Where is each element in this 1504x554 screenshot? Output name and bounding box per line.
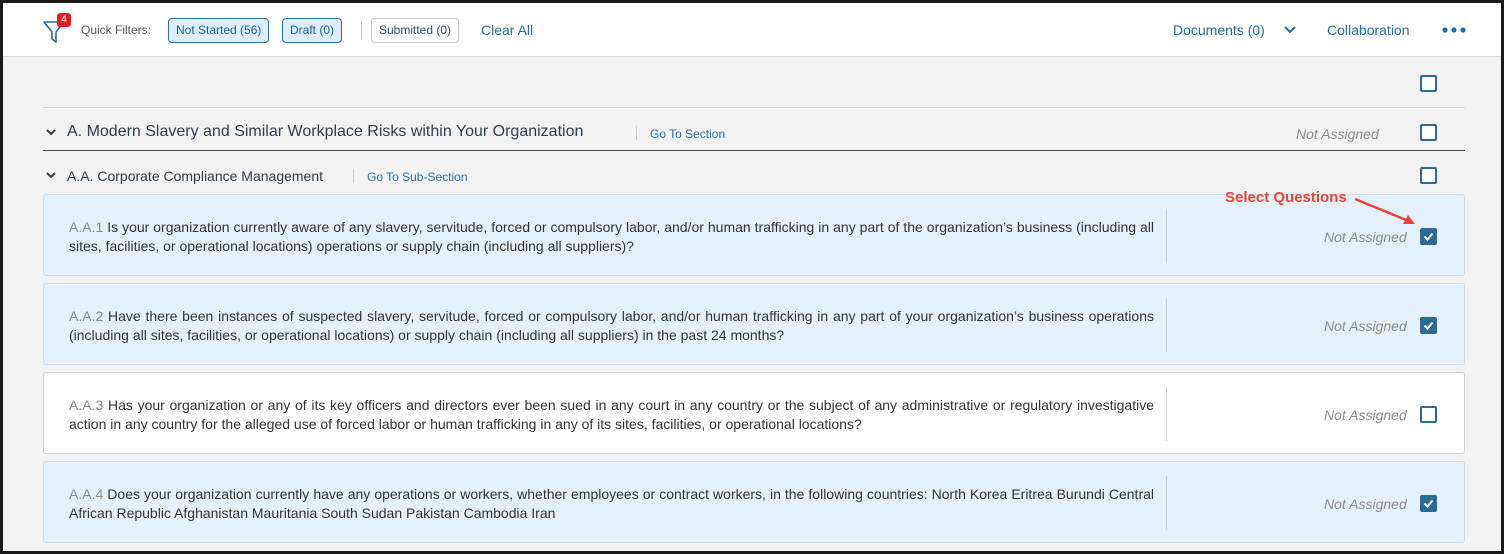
more-options-icon[interactable] (1441, 24, 1467, 36)
divider (1166, 298, 1167, 352)
question-number: A.A.1 (69, 219, 104, 235)
question-number: A.A.4 (69, 486, 104, 502)
section-title: A. Modern Slavery and Similar Workplace Risks within Your Organization (67, 123, 584, 140)
question-select-checkbox[interactable] (1420, 495, 1437, 512)
chip-not-started[interactable]: Not Started (56) (168, 18, 269, 43)
question-text (69, 218, 1154, 256)
checkmark-icon (1423, 231, 1434, 242)
section-collapse-chevron-icon[interactable] (45, 127, 57, 137)
divider (1166, 209, 1167, 263)
question-text (69, 307, 1154, 345)
chevron-down-icon[interactable] (1283, 24, 1297, 36)
subsection-select-checkbox[interactable] (1420, 167, 1437, 184)
question-body: Have there been instances of suspected slavery, servitude, forced or compulsory labor, and/or human trafficking in any part of your organization’s business operations (including all sites, facilities, or operational locations) or supply chain (including all suppliers) in the past 24 months? (69, 308, 1154, 343)
question-text (69, 485, 1154, 523)
clear-all-link[interactable]: Clear All (481, 22, 534, 38)
question-card-aa4[interactable] (43, 461, 1465, 543)
question-body: Does your organization currently have any operations or workers, whether employees or contract workers, in the following countries: North Korea Eritrea Burundi Central African Republic Afghanistan Mauritania South Sudan Pakistan Cambodia Iran (69, 486, 1155, 521)
go-to-subsection-link[interactable]: Go To Sub-Section (367, 170, 468, 184)
collaboration-link[interactable]: Collaboration (1327, 22, 1410, 38)
checkmark-icon (1423, 498, 1434, 509)
question-body: Is your organization currently aware of any slavery, servitude, forced or compulsory labor, and/or human trafficking in any part of the organization’s business (including all sites, facilities, or operational locations) operations or supply chain (including all suppliers)? (69, 219, 1154, 254)
divider (636, 126, 637, 140)
section-select-checkbox[interactable] (1420, 124, 1437, 141)
toolbar-divider (361, 22, 362, 40)
annotation-label: Select Questions (1225, 189, 1347, 206)
filter-count-badge: 4 (57, 13, 71, 27)
divider (43, 107, 1465, 108)
annotation-arrow-icon (1353, 196, 1423, 230)
checkmark-icon (1423, 320, 1434, 331)
question-card-aa1[interactable] (43, 194, 1465, 276)
question-assignment-status: Not Assigned (1324, 318, 1407, 334)
question-select-checkbox[interactable] (1420, 317, 1437, 334)
question-text (69, 396, 1154, 434)
question-number: A.A.2 (69, 308, 104, 324)
section-underline (43, 150, 1465, 151)
quick-filters-label: Quick Filters: (81, 23, 152, 37)
divider (1166, 476, 1167, 530)
question-select-checkbox[interactable] (1420, 228, 1437, 245)
divider (353, 169, 354, 183)
subsection-collapse-chevron-icon[interactable] (45, 170, 57, 180)
chip-draft[interactable]: Draft (0) (282, 18, 342, 43)
documents-link[interactable]: Documents (0) (1173, 22, 1265, 38)
chip-submitted[interactable]: Submitted (0) (371, 18, 459, 43)
select-all-checkbox[interactable] (1420, 75, 1437, 92)
question-card-aa3[interactable] (43, 372, 1465, 454)
question-assignment-status: Not Assigned (1324, 229, 1407, 245)
question-body: Has your organization or any of its key officers and directors ever been sued in any court in any country or the subject of any administrative or regulatory investigative action in any country for the alleged use of forced labor or human trafficking in any of its sites, facilities, or operational locations? (69, 397, 1155, 432)
subsection-title: A.A. Corporate Compliance Management (67, 168, 324, 184)
question-select-checkbox[interactable] (1420, 406, 1437, 423)
question-assignment-status: Not Assigned (1324, 407, 1407, 423)
section-assignment-status: Not Assigned (1296, 126, 1379, 142)
filter-toolbar (3, 3, 1501, 57)
go-to-section-link[interactable]: Go To Section (650, 127, 726, 141)
question-number: A.A.3 (69, 397, 104, 413)
divider (1166, 387, 1167, 441)
question-card-aa2[interactable] (43, 283, 1465, 365)
question-assignment-status: Not Assigned (1324, 496, 1407, 512)
